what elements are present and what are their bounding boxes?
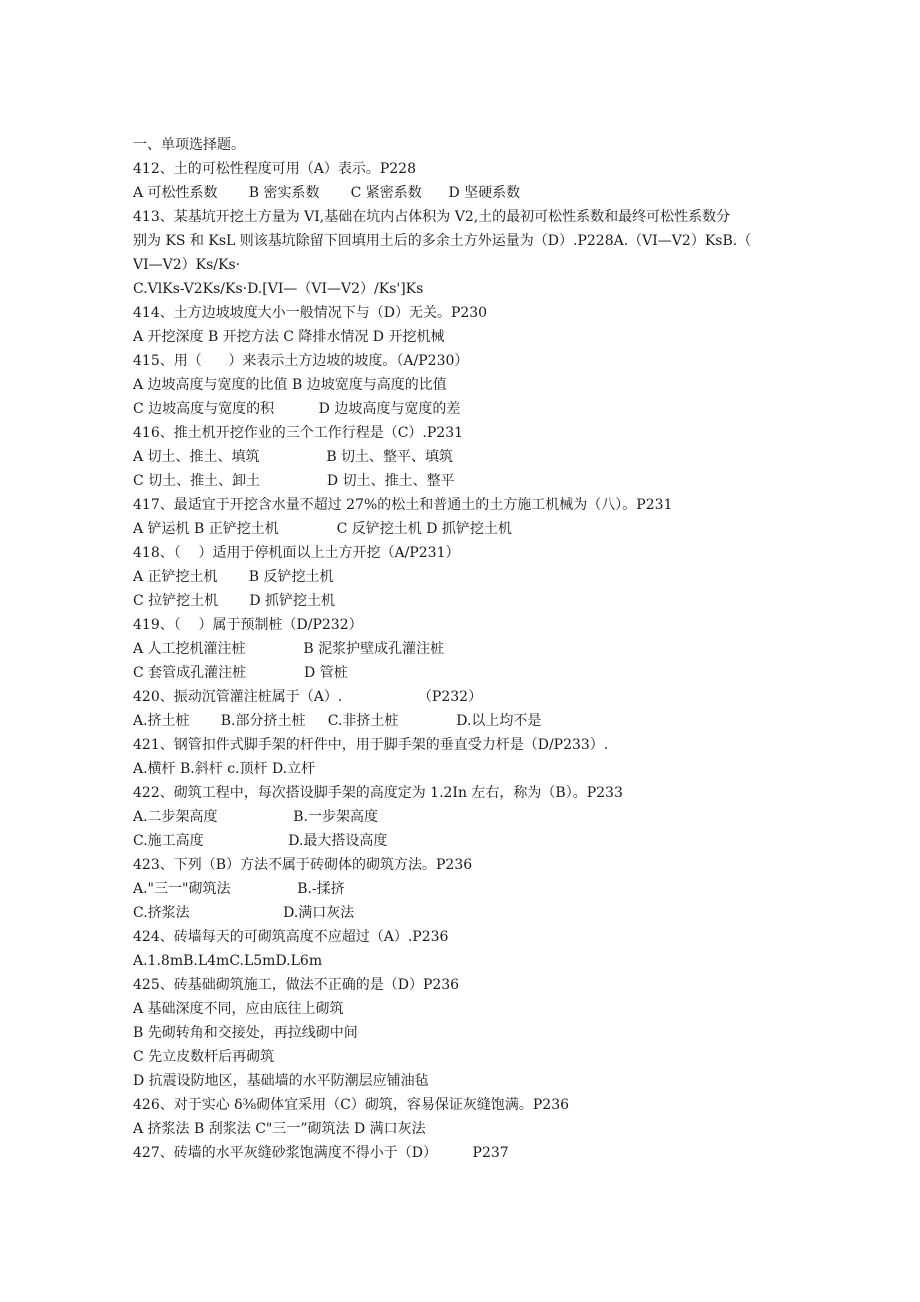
text-line: C 切土、推土、卸土 D 切土、推土、整平 [133, 473, 455, 489]
text-line: C.VlKs-V2Ks/Ks·D.[VI—（VI—V2）/Ks']Ks [133, 281, 424, 297]
text-line: A.横杆 B.斜杆 c.顶杆 D.立杆 [133, 761, 316, 777]
text-line: 412、土的可松性程度可用（A）表示。P228 [133, 161, 416, 177]
text-line: A.二步架高度 B.一步架高度 [133, 809, 378, 825]
text-line: A 铲运机 B 正铲挖土机 C 反铲挖土机 D 抓铲挖土机 [133, 521, 512, 537]
text-line: B 先砌转角和交接处，再拉线砌中间 [133, 1025, 358, 1041]
text-line: C 先立皮数杆后再砌筑 [133, 1049, 275, 1065]
text-line: 415、用（ ）来表示土方边坡的坡度。（A/P230） [133, 353, 469, 369]
text-line: 419、（ ）属于预制桩（D/P232） [133, 617, 363, 633]
text-line: C.挤浆法 D.满口灰法 [133, 905, 355, 921]
text-line: 421、钢管扣件式脚手架的杆件中，用于脚手架的垂直受力杆是（D/P233）. [133, 737, 609, 753]
text-line: 413、某基坑开挖土方量为 VI,基础在坑内占体积为 V2,土的最初可松性系数和最终可松性系数分 [133, 209, 731, 225]
text-line: A 基础深度不同，应由底往上砌筑 [133, 1001, 344, 1017]
text-line: C 边坡高度与宽度的积 D 边坡高度与宽度的差 [133, 401, 461, 417]
text-line: D 抗震设防地区，基础墙的水平防潮层应铺油毡 [133, 1073, 429, 1089]
text-line: 416、推土机开挖作业的三个工作行程是（C）.P231 [133, 425, 464, 441]
text-line: 426、对于实心 δ⅜砌体宜采用（C）砌筑，容易保证灰缝饱满。P236 [133, 1097, 570, 1113]
text-line: 一、单项选择题。 [133, 137, 245, 153]
text-line: A."三一"砌筑法 B.-揉挤 [133, 881, 345, 897]
text-line: A 边坡高度与宽度的比值 B 边坡宽度与高度的比值 [133, 377, 447, 393]
text-line: 425、砖基础砌筑施工，做法不正确的是（D）P236 [133, 977, 460, 993]
text-line: A 切土、推土、填筑 B 切土、整平、填筑 [133, 449, 454, 465]
text-line: 422、砌筑工程中，每次搭设脚手架的高度定为 1.2In 左右，称为（B）。P233 [133, 785, 623, 801]
text-line: VI—V2）Ks/Ks· [133, 257, 241, 273]
text-line: 423、下列（B）方法不属于砖砌体的砌筑方法。P236 [133, 857, 473, 873]
text-line: C.施工高度 D.最大搭设高度 [133, 833, 388, 849]
document-body [133, 133, 793, 1165]
text-line: A.挤土桩 B.部分挤土桩 C.非挤土桩 D.以上均不是 [133, 713, 542, 729]
text-line: 别为 KS 和 KsL 则该基坑除留下回填用土后的多余土方外运量为（D）.P228A.（VI—V2）KsB.（ [133, 233, 752, 249]
text-line: A 开挖深度 B 开挖方法 C 降排水情况 D 开挖机械 [133, 329, 445, 345]
text-line: 417、最适宜于开挖含水量不超过 27%的松土和普通土的土方施工机械为（八）。P231 [133, 497, 673, 513]
text-line: 427、砖墙的水平灰缝砂浆饱满度不得小于（D） P237 [133, 1145, 509, 1161]
text-line: 418、（ ）适用于停机面以上土方开挖（A/P231） [133, 545, 460, 561]
text-line: A 可松性系数 B 密实系数 C 紧密系数 D 坚硬系数 [133, 185, 521, 201]
text-line: A 挤浆法 B 刮浆法 C"三一”砌筑法 D 满口灰法 [133, 1121, 426, 1137]
text-line: 424、砖墙每天的可砌筑高度不应超过（A）.P236 [133, 929, 449, 945]
text-line: C 拉铲挖土机 D 抓铲挖土机 [133, 593, 335, 609]
text-line: C 套管成孔灌注桩 D 管桩 [133, 665, 348, 681]
text-line: 414、土方边坡坡度大小一般情况下与（D）无关。P230 [133, 305, 488, 321]
text-line: A.1.8mB.L4mC.L5mD.L6m [133, 953, 323, 969]
text-line: 420、振动沉管灌注桩属于（A）. （P232） [133, 689, 483, 705]
text-line: A 人工挖机灌注桩 B 泥浆护壁成孔灌注桩 [133, 641, 445, 657]
text-line: A 正铲挖土机 B 反铲挖土机 [133, 569, 334, 585]
